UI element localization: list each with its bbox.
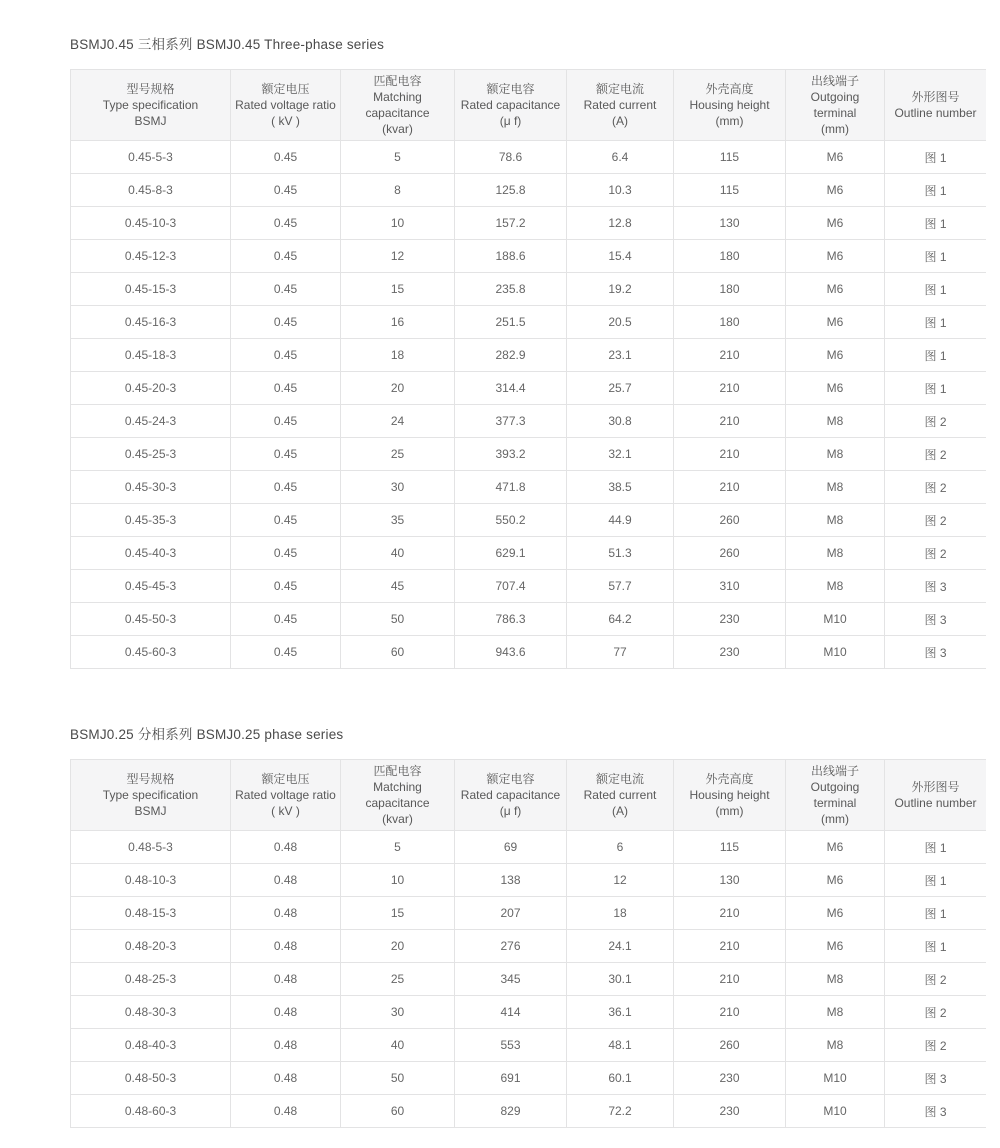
table-body [71, 831, 987, 1128]
table-cell: 图 2 [885, 504, 987, 537]
table-cell: 0.48-25-3 [71, 963, 231, 996]
table-cell: 0.48-50-3 [71, 1062, 231, 1095]
column-header: 外壳高度 Housing height (mm) [674, 70, 786, 141]
table-cell: 图 1 [885, 306, 987, 339]
table-cell: 25 [341, 438, 455, 471]
table-cell: M8 [786, 1029, 885, 1062]
table-cell: 图 2 [885, 537, 987, 570]
table-cell: 图 3 [885, 636, 987, 669]
table-cell: M8 [786, 570, 885, 603]
table-cell: 230 [674, 603, 786, 636]
table-cell: 115 [674, 141, 786, 174]
column-header: 额定电压 Rated voltage ratio ( kV ) [231, 70, 341, 141]
table-cell: 0.45-24-3 [71, 405, 231, 438]
table-row [71, 1062, 987, 1095]
table-cell: 0.48-15-3 [71, 897, 231, 930]
table-cell: 157.2 [455, 207, 567, 240]
table-row [71, 438, 987, 471]
column-header: 额定电流 Rated current (A) [567, 760, 674, 831]
table-cell: 0.48 [231, 864, 341, 897]
table-cell: 60 [341, 636, 455, 669]
table-cell: 276 [455, 930, 567, 963]
column-header: 型号规格 Type specification BSMJ [71, 70, 231, 141]
table-cell: 0.45 [231, 537, 341, 570]
table-cell: 629.1 [455, 537, 567, 570]
table-cell: 图 1 [885, 273, 987, 306]
table-cell: 0.48 [231, 963, 341, 996]
table-cell: 0.45 [231, 372, 341, 405]
table-cell: 235.8 [455, 273, 567, 306]
table-cell: 30 [341, 996, 455, 1029]
table-cell: 32.1 [567, 438, 674, 471]
table-cell: 210 [674, 438, 786, 471]
table-cell: 345 [455, 963, 567, 996]
column-header: 匹配电容 Matching capacitance (kvar) [341, 70, 455, 141]
table-cell: 图 3 [885, 570, 987, 603]
table-cell: 414 [455, 996, 567, 1029]
table-cell: 0.48-10-3 [71, 864, 231, 897]
table-cell: M6 [786, 207, 885, 240]
table-cell: M10 [786, 636, 885, 669]
table-row [71, 831, 987, 864]
table-cell: 50 [341, 1062, 455, 1095]
table-cell: 130 [674, 207, 786, 240]
table-row [71, 141, 987, 174]
table-cell: 图 2 [885, 438, 987, 471]
table-cell: 393.2 [455, 438, 567, 471]
section-three-phase-series [70, 33, 977, 669]
table-header [71, 70, 987, 141]
table-cell: 0.45-18-3 [71, 339, 231, 372]
table-cell: 553 [455, 1029, 567, 1062]
table-row [71, 864, 987, 897]
table-cell: 图 1 [885, 831, 987, 864]
column-header: 额定电容 Rated capacitance (μ f) [455, 70, 567, 141]
table-cell: M6 [786, 141, 885, 174]
table-cell: M6 [786, 339, 885, 372]
section-title-phase: BSMJ0.25 分相系列 BSMJ0.25 phase series [70, 727, 344, 742]
table-cell: 230 [674, 636, 786, 669]
table-row [71, 603, 987, 636]
table-cell: 24.1 [567, 930, 674, 963]
table-row [71, 963, 987, 996]
table-cell: 0.45 [231, 174, 341, 207]
table-cell: 0.48 [231, 831, 341, 864]
table-cell: 0.45-45-3 [71, 570, 231, 603]
table-cell: 图 2 [885, 471, 987, 504]
table-row [71, 174, 987, 207]
table-row [71, 273, 987, 306]
table-cell: 0.45 [231, 570, 341, 603]
column-header: 出线端子 Outgoing terminal (mm) [786, 70, 885, 141]
table-cell: 260 [674, 504, 786, 537]
table-cell: 207 [455, 897, 567, 930]
table-cell: 48.1 [567, 1029, 674, 1062]
table-cell: 260 [674, 537, 786, 570]
table-cell: 12.8 [567, 207, 674, 240]
table-cell: 0.45-40-3 [71, 537, 231, 570]
table-cell: 310 [674, 570, 786, 603]
table-cell: 69 [455, 831, 567, 864]
table-cell: 0.48-40-3 [71, 1029, 231, 1062]
table-cell: 377.3 [455, 405, 567, 438]
column-header: 匹配电容 Matching capacitance (kvar) [341, 760, 455, 831]
table-cell: 0.45-5-3 [71, 141, 231, 174]
column-header: 外形图号 Outline number [885, 70, 987, 141]
table-row [71, 339, 987, 372]
table-cell: 10.3 [567, 174, 674, 207]
table-cell: M6 [786, 372, 885, 405]
table-cell: 0.45 [231, 207, 341, 240]
table-cell: 0.45 [231, 273, 341, 306]
table-cell: M8 [786, 504, 885, 537]
table-cell: 0.45-30-3 [71, 471, 231, 504]
table-cell: 0.48 [231, 1095, 341, 1128]
table-cell: 115 [674, 174, 786, 207]
table-cell: 0.45 [231, 405, 341, 438]
table-cell: 0.48-20-3 [71, 930, 231, 963]
table-cell: 0.45 [231, 636, 341, 669]
table-cell: 图 1 [885, 174, 987, 207]
table-cell: 15 [341, 273, 455, 306]
table-cell: 51.3 [567, 537, 674, 570]
table-cell: 0.48 [231, 996, 341, 1029]
table-row [71, 306, 987, 339]
table-cell: 130 [674, 864, 786, 897]
table-row [71, 570, 987, 603]
table-cell: 0.45 [231, 339, 341, 372]
table-cell: 图 1 [885, 207, 987, 240]
header-row [71, 70, 987, 141]
table-cell: M8 [786, 405, 885, 438]
table-cell: 64.2 [567, 603, 674, 636]
table-cell: 0.45-60-3 [71, 636, 231, 669]
table-cell: 6 [567, 831, 674, 864]
table-cell: 210 [674, 471, 786, 504]
table-cell: 180 [674, 273, 786, 306]
table-cell: 0.48-5-3 [71, 831, 231, 864]
table-cell: 210 [674, 963, 786, 996]
table-cell: 25.7 [567, 372, 674, 405]
table-row [71, 1029, 987, 1062]
table-cell: 图 2 [885, 996, 987, 1029]
spec-table-phase [70, 759, 986, 1128]
table-cell: 210 [674, 996, 786, 1029]
table-cell: 707.4 [455, 570, 567, 603]
table-cell: 44.9 [567, 504, 674, 537]
table-cell: 210 [674, 897, 786, 930]
table-cell: 0.48 [231, 1029, 341, 1062]
table-cell: M10 [786, 1062, 885, 1095]
table-cell: 图 3 [885, 603, 987, 636]
table-cell: 0.48 [231, 1062, 341, 1095]
table-cell: 0.45-50-3 [71, 603, 231, 636]
table-cell: 210 [674, 372, 786, 405]
table-cell: 180 [674, 306, 786, 339]
table-cell: 0.45-8-3 [71, 174, 231, 207]
table-cell: 0.45-20-3 [71, 372, 231, 405]
table-cell: 18 [341, 339, 455, 372]
table-cell: 16 [341, 306, 455, 339]
table-cell: 72.2 [567, 1095, 674, 1128]
table-cell: 78.6 [455, 141, 567, 174]
table-cell: M6 [786, 930, 885, 963]
table-row [71, 537, 987, 570]
column-header: 出线端子 Outgoing terminal (mm) [786, 760, 885, 831]
table-cell: 251.5 [455, 306, 567, 339]
table-cell: M6 [786, 174, 885, 207]
table-cell: 77 [567, 636, 674, 669]
table-header [71, 760, 987, 831]
table-cell: 0.45 [231, 438, 341, 471]
table-cell: 260 [674, 1029, 786, 1062]
table-cell: 25 [341, 963, 455, 996]
table-cell: 210 [674, 339, 786, 372]
table-cell: M6 [786, 831, 885, 864]
table-cell: 45 [341, 570, 455, 603]
table-cell: M8 [786, 438, 885, 471]
table-cell: 5 [341, 141, 455, 174]
table-cell: 图 1 [885, 372, 987, 405]
table-cell: M10 [786, 1095, 885, 1128]
table-cell: 图 1 [885, 930, 987, 963]
table-cell: 38.5 [567, 471, 674, 504]
column-header: 外壳高度 Housing height (mm) [674, 760, 786, 831]
table-cell: 24 [341, 405, 455, 438]
column-header: 型号规格 Type specification BSMJ [71, 760, 231, 831]
table-cell: 36.1 [567, 996, 674, 1029]
table-cell: 30.8 [567, 405, 674, 438]
table-cell: 30.1 [567, 963, 674, 996]
table-row [71, 240, 987, 273]
table-cell: M6 [786, 864, 885, 897]
table-cell: 图 2 [885, 963, 987, 996]
table-cell: 0.45 [231, 603, 341, 636]
spec-table-three-phase [70, 69, 986, 669]
table-cell: M10 [786, 603, 885, 636]
table-cell: 50 [341, 603, 455, 636]
table-cell: 210 [674, 930, 786, 963]
table-cell: 943.6 [455, 636, 567, 669]
table-cell: 19.2 [567, 273, 674, 306]
table-cell: 0.48-30-3 [71, 996, 231, 1029]
table-cell: 138 [455, 864, 567, 897]
table-cell: 15 [341, 897, 455, 930]
table-cell: 0.48-60-3 [71, 1095, 231, 1128]
table-row [71, 471, 987, 504]
table-cell: 12 [341, 240, 455, 273]
table-cell: 10 [341, 207, 455, 240]
table-cell: 图 1 [885, 897, 987, 930]
table-cell: 图 2 [885, 1029, 987, 1062]
table-cell: 60.1 [567, 1062, 674, 1095]
section-title-three-phase: BSMJ0.45 三相系列 BSMJ0.45 Three-phase series [70, 37, 385, 52]
table-cell: 40 [341, 537, 455, 570]
table-row [71, 897, 987, 930]
table-cell: 0.48 [231, 897, 341, 930]
table-cell: 12 [567, 864, 674, 897]
table-cell: 115 [674, 831, 786, 864]
table-cell: 8 [341, 174, 455, 207]
table-cell: 0.45-16-3 [71, 306, 231, 339]
table-cell: 0.45-10-3 [71, 207, 231, 240]
table-cell: 35 [341, 504, 455, 537]
table-cell: 20 [341, 930, 455, 963]
table-cell: 10 [341, 864, 455, 897]
table-cell: 60 [341, 1095, 455, 1128]
table-cell: 691 [455, 1062, 567, 1095]
table-cell: 786.3 [455, 603, 567, 636]
header-row [71, 760, 987, 831]
table-cell: 829 [455, 1095, 567, 1128]
table-row [71, 405, 987, 438]
table-cell: 550.2 [455, 504, 567, 537]
table-cell: 图 1 [885, 240, 987, 273]
table-cell: M6 [786, 897, 885, 930]
table-cell: 20 [341, 372, 455, 405]
table-cell: 图 2 [885, 405, 987, 438]
table-cell: 230 [674, 1062, 786, 1095]
table-cell: 15.4 [567, 240, 674, 273]
table-cell: M8 [786, 963, 885, 996]
column-header: 额定电容 Rated capacitance (μ f) [455, 760, 567, 831]
table-cell: 125.8 [455, 174, 567, 207]
table-cell: 0.45-35-3 [71, 504, 231, 537]
section-phase-series [70, 723, 977, 1128]
table-cell: 0.48 [231, 930, 341, 963]
table-cell: 30 [341, 471, 455, 504]
table-cell: M8 [786, 471, 885, 504]
table-cell: M8 [786, 537, 885, 570]
table-cell: 6.4 [567, 141, 674, 174]
column-header: 额定电流 Rated current (A) [567, 70, 674, 141]
table-cell: M8 [786, 996, 885, 1029]
table-cell: 471.8 [455, 471, 567, 504]
table-row [71, 372, 987, 405]
table-cell: 20.5 [567, 306, 674, 339]
table-cell: 180 [674, 240, 786, 273]
column-header: 额定电压 Rated voltage ratio ( kV ) [231, 760, 341, 831]
table-cell: 0.45 [231, 240, 341, 273]
table-cell: 57.7 [567, 570, 674, 603]
table-row [71, 636, 987, 669]
table-cell: 23.1 [567, 339, 674, 372]
table-cell: 0.45 [231, 471, 341, 504]
table-cell: 0.45-12-3 [71, 240, 231, 273]
table-cell: 0.45-15-3 [71, 273, 231, 306]
table-row [71, 1095, 987, 1128]
table-cell: 0.45 [231, 141, 341, 174]
table-row [71, 930, 987, 963]
table-cell: 图 1 [885, 339, 987, 372]
table-row [71, 996, 987, 1029]
table-cell: 0.45-25-3 [71, 438, 231, 471]
table-cell: M6 [786, 306, 885, 339]
table-row [71, 207, 987, 240]
table-cell: 图 3 [885, 1062, 987, 1095]
table-cell: 图 1 [885, 864, 987, 897]
column-header: 外形图号 Outline number [885, 760, 987, 831]
table-cell: 40 [341, 1029, 455, 1062]
table-cell: 图 1 [885, 141, 987, 174]
table-cell: 314.4 [455, 372, 567, 405]
table-cell: 0.45 [231, 504, 341, 537]
table-cell: 图 3 [885, 1095, 987, 1128]
table-cell: 18 [567, 897, 674, 930]
table-cell: M6 [786, 273, 885, 306]
table-cell: 188.6 [455, 240, 567, 273]
table-cell: M6 [786, 240, 885, 273]
table-cell: 0.45 [231, 306, 341, 339]
table-cell: 210 [674, 405, 786, 438]
table-row [71, 504, 987, 537]
table-cell: 5 [341, 831, 455, 864]
table-body [71, 141, 987, 669]
table-cell: 282.9 [455, 339, 567, 372]
table-cell: 230 [674, 1095, 786, 1128]
